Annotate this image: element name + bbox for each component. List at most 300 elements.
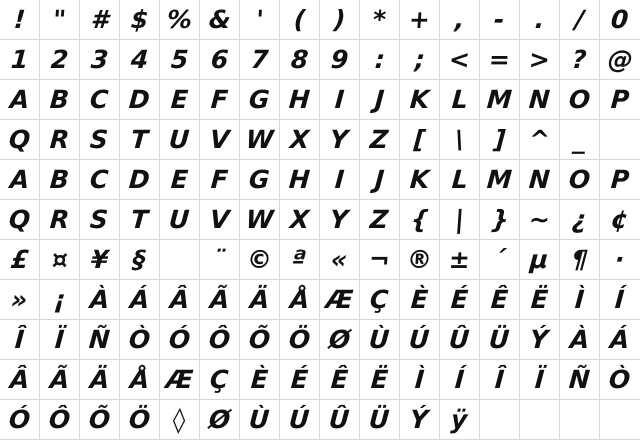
glyph-character: 5 bbox=[169, 45, 190, 74]
glyph-character: } bbox=[489, 205, 510, 234]
glyph-character: W bbox=[244, 125, 275, 154]
glyph-character: G bbox=[248, 165, 271, 194]
glyph-character: % bbox=[165, 5, 194, 34]
glyph-character: E bbox=[169, 85, 190, 114]
glyph-cell[interactable] bbox=[360, 160, 400, 200]
glyph-cell[interactable] bbox=[480, 80, 520, 120]
glyph-cell[interactable] bbox=[520, 280, 560, 320]
glyph-cell[interactable] bbox=[440, 120, 480, 160]
glyph-cell[interactable] bbox=[200, 80, 240, 120]
glyph-character: Å bbox=[128, 365, 151, 394]
glyph-cell[interactable] bbox=[440, 80, 480, 120]
glyph-character: Ë bbox=[369, 365, 390, 394]
glyph-cell[interactable] bbox=[440, 0, 480, 40]
glyph-character: ® bbox=[405, 245, 434, 274]
glyph-cell[interactable] bbox=[240, 360, 280, 400]
glyph-character: Ñ bbox=[568, 365, 591, 394]
glyph-character: 3 bbox=[89, 45, 110, 74]
glyph-cell[interactable] bbox=[240, 0, 280, 40]
glyph-cell[interactable] bbox=[40, 0, 80, 40]
glyph-cell[interactable] bbox=[120, 400, 160, 440]
glyph-cell[interactable] bbox=[120, 200, 160, 240]
glyph-cell[interactable] bbox=[280, 400, 320, 440]
glyph-cell[interactable] bbox=[160, 120, 200, 160]
glyph-cell[interactable] bbox=[280, 360, 320, 400]
glyph-cell[interactable] bbox=[360, 320, 400, 360]
glyph-character: U bbox=[168, 125, 191, 154]
glyph-character: ¡ bbox=[52, 285, 67, 314]
glyph-cell[interactable] bbox=[520, 0, 560, 40]
glyph-cell[interactable] bbox=[120, 320, 160, 360]
glyph-character: B bbox=[48, 165, 71, 194]
glyph-cell[interactable] bbox=[120, 120, 160, 160]
glyph-character: 0 bbox=[610, 5, 630, 34]
glyph-cell[interactable] bbox=[280, 280, 320, 320]
glyph-cell[interactable] bbox=[80, 320, 120, 360]
glyph-character: K bbox=[408, 85, 431, 114]
glyph-character: Î bbox=[493, 365, 506, 394]
glyph-cell[interactable] bbox=[160, 320, 200, 360]
glyph-character: ¤ bbox=[50, 245, 69, 274]
glyph-cell[interactable] bbox=[200, 280, 240, 320]
glyph-cell[interactable] bbox=[80, 360, 120, 400]
glyph-character: Q bbox=[7, 125, 32, 154]
glyph-character: È bbox=[409, 285, 430, 314]
glyph-cell[interactable] bbox=[320, 240, 360, 280]
glyph-cell[interactable] bbox=[320, 360, 360, 400]
glyph-character: C bbox=[89, 85, 110, 114]
glyph-cell[interactable] bbox=[480, 120, 520, 160]
glyph-character: \ bbox=[453, 125, 466, 154]
glyph-cell[interactable] bbox=[600, 200, 640, 240]
glyph-cell[interactable] bbox=[200, 120, 240, 160]
glyph-character: Û bbox=[448, 325, 471, 354]
glyph-cell[interactable] bbox=[360, 80, 400, 120]
glyph-character: ¿ bbox=[571, 205, 588, 234]
glyph-cell[interactable] bbox=[160, 400, 200, 440]
glyph-character: Ù bbox=[368, 325, 391, 354]
glyph-cell[interactable] bbox=[240, 240, 280, 280]
glyph-cell[interactable] bbox=[40, 320, 80, 360]
glyph-cell[interactable] bbox=[0, 40, 40, 80]
glyph-character: X bbox=[288, 125, 311, 154]
glyph-character: Æ bbox=[324, 285, 355, 314]
glyph-character: ¨ bbox=[212, 245, 227, 274]
glyph-cell[interactable] bbox=[200, 360, 240, 400]
glyph-character: « bbox=[330, 245, 349, 274]
glyph-cell[interactable] bbox=[600, 0, 640, 40]
glyph-cell[interactable] bbox=[480, 200, 520, 240]
glyph-character: _ bbox=[572, 125, 587, 154]
glyph-cell[interactable] bbox=[160, 360, 200, 400]
glyph-cell[interactable] bbox=[440, 320, 480, 360]
glyph-cell[interactable] bbox=[560, 280, 600, 320]
glyph-cell[interactable] bbox=[560, 320, 600, 360]
glyph-cell[interactable] bbox=[0, 120, 40, 160]
glyph-cell[interactable] bbox=[40, 80, 80, 120]
glyph-cell[interactable] bbox=[360, 120, 400, 160]
glyph-character: M bbox=[486, 165, 513, 194]
glyph-character: H bbox=[288, 165, 311, 194]
glyph-character: A bbox=[8, 165, 31, 194]
glyph-cell[interactable] bbox=[200, 40, 240, 80]
glyph-cell[interactable] bbox=[160, 160, 200, 200]
glyph-cell[interactable] bbox=[200, 200, 240, 240]
glyph-character: · bbox=[614, 245, 626, 274]
glyph-cell[interactable] bbox=[200, 320, 240, 360]
glyph-cell[interactable] bbox=[0, 360, 40, 400]
glyph-cell[interactable] bbox=[480, 40, 520, 80]
glyph-character: E bbox=[169, 165, 190, 194]
glyph-cell[interactable] bbox=[0, 160, 40, 200]
glyph-character: µ bbox=[529, 245, 550, 274]
glyph-character: V bbox=[208, 125, 231, 154]
glyph-cell[interactable] bbox=[0, 400, 40, 440]
glyph-cell[interactable] bbox=[0, 0, 40, 40]
glyph-cell[interactable] bbox=[520, 160, 560, 200]
glyph-character: ¥ bbox=[89, 245, 110, 274]
glyph-cell[interactable] bbox=[80, 120, 120, 160]
glyph-character: Ê bbox=[489, 285, 510, 314]
glyph-cell[interactable] bbox=[400, 280, 440, 320]
glyph-cell[interactable] bbox=[600, 360, 640, 400]
glyph-cell[interactable] bbox=[160, 40, 200, 80]
glyph-character: U bbox=[168, 205, 191, 234]
glyph-cell[interactable] bbox=[80, 280, 120, 320]
glyph-cell[interactable] bbox=[200, 160, 240, 200]
glyph-character: Á bbox=[128, 285, 151, 314]
glyph-character: - bbox=[493, 5, 506, 34]
glyph-cell[interactable] bbox=[40, 120, 80, 160]
glyph-cell[interactable] bbox=[360, 40, 400, 80]
glyph-cell[interactable] bbox=[0, 240, 40, 280]
glyph-cell[interactable] bbox=[480, 0, 520, 40]
glyph-cell[interactable] bbox=[120, 40, 160, 80]
glyph-character: § bbox=[132, 245, 147, 274]
glyph-character: Å bbox=[288, 285, 311, 314]
glyph-character: 4 bbox=[129, 45, 150, 74]
glyph-character: Ì bbox=[573, 285, 586, 314]
glyph-cell[interactable] bbox=[320, 320, 360, 360]
glyph-cell[interactable] bbox=[40, 280, 80, 320]
glyph-cell[interactable] bbox=[560, 160, 600, 200]
glyph-character: . bbox=[533, 5, 546, 34]
glyph-character: Õ bbox=[87, 405, 112, 434]
glyph-character: ' bbox=[254, 5, 265, 34]
glyph-character: Ü bbox=[368, 405, 391, 434]
glyph-cell[interactable] bbox=[560, 200, 600, 240]
glyph-cell[interactable] bbox=[160, 80, 200, 120]
glyph-cell[interactable] bbox=[600, 240, 640, 280]
glyph-character: Ò bbox=[608, 365, 632, 394]
glyph-cell[interactable] bbox=[400, 80, 440, 120]
glyph-character: " bbox=[51, 5, 68, 34]
glyph-cell[interactable] bbox=[520, 360, 560, 400]
glyph-cell[interactable] bbox=[240, 40, 280, 80]
glyph-character: Z bbox=[369, 125, 390, 154]
glyph-cell[interactable] bbox=[520, 40, 560, 80]
glyph-character: D bbox=[128, 165, 151, 194]
glyph-cell[interactable] bbox=[80, 40, 120, 80]
glyph-cell[interactable] bbox=[200, 0, 240, 40]
glyph-cell[interactable] bbox=[320, 120, 360, 160]
glyph-character: Ý bbox=[409, 405, 430, 434]
glyph-cell[interactable] bbox=[560, 120, 600, 160]
glyph-character: Ô bbox=[207, 325, 232, 354]
glyph-cell[interactable] bbox=[480, 240, 520, 280]
glyph-cell[interactable] bbox=[200, 240, 240, 280]
glyph-character: V bbox=[208, 205, 231, 234]
glyph-cell[interactable] bbox=[360, 400, 400, 440]
glyph-character: Ó bbox=[167, 325, 192, 354]
glyph-character: J bbox=[373, 165, 386, 194]
glyph-character: W bbox=[244, 205, 275, 234]
glyph-cell[interactable] bbox=[600, 400, 640, 440]
glyph-cell[interactable] bbox=[160, 240, 200, 280]
glyph-cell[interactable] bbox=[40, 360, 80, 400]
glyph-cell[interactable] bbox=[320, 40, 360, 80]
glyph-cell[interactable] bbox=[240, 80, 280, 120]
glyph-character: ! bbox=[12, 5, 27, 34]
glyph-character: Ì bbox=[413, 365, 426, 394]
glyph-cell[interactable] bbox=[560, 40, 600, 80]
glyph-character: T bbox=[129, 205, 150, 234]
glyph-character: B bbox=[48, 85, 71, 114]
glyph-cell[interactable] bbox=[40, 160, 80, 200]
glyph-character: / bbox=[573, 5, 586, 34]
glyph-cell[interactable] bbox=[520, 240, 560, 280]
glyph-character: F bbox=[209, 85, 230, 114]
glyph-character: Ä bbox=[248, 285, 271, 314]
glyph-cell[interactable] bbox=[520, 320, 560, 360]
glyph-cell[interactable] bbox=[520, 200, 560, 240]
glyph-character: Ç bbox=[369, 285, 390, 314]
glyph-cell[interactable] bbox=[280, 120, 320, 160]
glyph-character: S bbox=[89, 125, 110, 154]
glyph-cell[interactable] bbox=[440, 400, 480, 440]
glyph-cell[interactable] bbox=[160, 200, 200, 240]
glyph-character: Õ bbox=[247, 325, 272, 354]
glyph-cell[interactable] bbox=[320, 80, 360, 120]
glyph-cell[interactable] bbox=[480, 360, 520, 400]
glyph-cell[interactable] bbox=[440, 360, 480, 400]
glyph-cell[interactable] bbox=[400, 160, 440, 200]
glyph-character: Î bbox=[13, 325, 26, 354]
glyph-cell[interactable] bbox=[240, 160, 280, 200]
glyph-character: ] bbox=[492, 125, 507, 154]
glyph-cell[interactable] bbox=[40, 240, 80, 280]
glyph-character: Û bbox=[328, 405, 351, 434]
glyph-cell[interactable] bbox=[560, 240, 600, 280]
glyph-cell[interactable] bbox=[440, 160, 480, 200]
glyph-character: Ä bbox=[88, 365, 111, 394]
glyph-cell[interactable] bbox=[520, 120, 560, 160]
glyph-character: Ô bbox=[47, 405, 72, 434]
glyph-cell[interactable] bbox=[320, 400, 360, 440]
glyph-cell[interactable] bbox=[440, 240, 480, 280]
glyph-cell[interactable] bbox=[600, 280, 640, 320]
glyph-character: 8 bbox=[289, 45, 310, 74]
glyph-character: Ê bbox=[329, 365, 350, 394]
glyph-cell[interactable] bbox=[240, 280, 280, 320]
glyph-cell[interactable] bbox=[280, 200, 320, 240]
glyph-cell[interactable] bbox=[280, 160, 320, 200]
glyph-character: F bbox=[209, 165, 230, 194]
glyph-cell[interactable] bbox=[80, 200, 120, 240]
glyph-cell[interactable] bbox=[0, 80, 40, 120]
glyph-cell[interactable] bbox=[40, 200, 80, 240]
glyph-character: > bbox=[528, 45, 551, 74]
glyph-cell[interactable] bbox=[440, 200, 480, 240]
glyph-character: É bbox=[289, 365, 310, 394]
glyph-character: C bbox=[89, 165, 110, 194]
glyph-cell[interactable] bbox=[40, 400, 80, 440]
glyph-cell[interactable] bbox=[480, 280, 520, 320]
glyph-character: = bbox=[488, 45, 511, 74]
glyph-character: , bbox=[453, 5, 466, 34]
glyph-cell[interactable] bbox=[400, 240, 440, 280]
glyph-cell[interactable] bbox=[80, 160, 120, 200]
glyph-cell[interactable] bbox=[320, 0, 360, 40]
glyph-character: ^ bbox=[528, 125, 551, 154]
glyph-character: I bbox=[333, 85, 346, 114]
glyph-character: N bbox=[528, 165, 551, 194]
glyph-character: 2 bbox=[49, 45, 70, 74]
glyph-cell[interactable] bbox=[0, 320, 40, 360]
glyph-cell[interactable] bbox=[120, 280, 160, 320]
glyph-cell[interactable] bbox=[360, 200, 400, 240]
glyph-character: L bbox=[450, 165, 469, 194]
glyph-character: | bbox=[453, 205, 466, 234]
glyph-cell[interactable] bbox=[120, 360, 160, 400]
glyph-cell[interactable] bbox=[400, 320, 440, 360]
glyph-cell[interactable] bbox=[80, 0, 120, 40]
glyph-cell[interactable] bbox=[560, 360, 600, 400]
glyph-cell[interactable] bbox=[400, 400, 440, 440]
glyph-cell[interactable] bbox=[600, 120, 640, 160]
glyph-cell[interactable] bbox=[120, 0, 160, 40]
glyph-character: $ bbox=[129, 5, 150, 34]
glyph-character: P bbox=[609, 85, 631, 114]
glyph-cell[interactable] bbox=[520, 80, 560, 120]
glyph-character: Ü bbox=[488, 325, 511, 354]
glyph-cell[interactable] bbox=[600, 40, 640, 80]
glyph-character: ) bbox=[332, 5, 347, 34]
glyph-cell[interactable] bbox=[480, 400, 520, 440]
glyph-cell[interactable] bbox=[520, 400, 560, 440]
glyph-character: # bbox=[89, 5, 110, 34]
glyph-cell[interactable] bbox=[360, 360, 400, 400]
glyph-cell[interactable] bbox=[120, 160, 160, 200]
glyph-character: Ø bbox=[327, 325, 352, 354]
glyph-cell[interactable] bbox=[400, 0, 440, 40]
glyph-cell[interactable] bbox=[80, 240, 120, 280]
glyph-cell[interactable] bbox=[120, 240, 160, 280]
glyph-character: ´ bbox=[492, 245, 507, 274]
glyph-character: X bbox=[288, 205, 311, 234]
glyph-character: Ú bbox=[408, 325, 431, 354]
glyph-character: S bbox=[89, 205, 110, 234]
glyph-character: Q bbox=[7, 205, 32, 234]
glyph-character: » bbox=[10, 285, 29, 314]
glyph-cell[interactable] bbox=[600, 80, 640, 120]
glyph-cell[interactable] bbox=[200, 400, 240, 440]
glyph-cell[interactable] bbox=[320, 280, 360, 320]
glyph-cell[interactable] bbox=[400, 200, 440, 240]
glyph-cell[interactable] bbox=[360, 280, 400, 320]
glyph-cell[interactable] bbox=[280, 320, 320, 360]
glyph-character: ¶ bbox=[570, 245, 589, 274]
glyph-character: Ø bbox=[207, 405, 232, 434]
glyph-cell[interactable] bbox=[160, 280, 200, 320]
glyph-cell[interactable] bbox=[400, 360, 440, 400]
glyph-character: N bbox=[528, 85, 551, 114]
glyph-cell[interactable] bbox=[320, 160, 360, 200]
glyph-cell[interactable] bbox=[560, 400, 600, 440]
glyph-cell[interactable] bbox=[240, 320, 280, 360]
glyph-cell[interactable] bbox=[440, 280, 480, 320]
glyph-character: M bbox=[486, 85, 513, 114]
glyph-character: ± bbox=[448, 245, 471, 274]
glyph-character: ÿ bbox=[450, 405, 469, 434]
glyph-cell[interactable] bbox=[600, 320, 640, 360]
glyph-cell[interactable] bbox=[560, 0, 600, 40]
glyph-cell[interactable] bbox=[400, 40, 440, 80]
glyph-cell[interactable] bbox=[440, 40, 480, 80]
glyph-character: [ bbox=[412, 125, 427, 154]
glyph-cell[interactable] bbox=[80, 400, 120, 440]
glyph-character: ¬ bbox=[368, 245, 391, 274]
glyph-cell[interactable] bbox=[0, 280, 40, 320]
glyph-character: H bbox=[288, 85, 311, 114]
glyph-cell[interactable] bbox=[0, 200, 40, 240]
glyph-character: Í bbox=[614, 285, 626, 314]
glyph-character: Á bbox=[609, 325, 631, 354]
glyph-character: K bbox=[408, 165, 431, 194]
glyph-character: À bbox=[88, 285, 111, 314]
glyph-cell[interactable] bbox=[240, 400, 280, 440]
glyph-cell[interactable] bbox=[360, 240, 400, 280]
glyph-cell[interactable] bbox=[280, 80, 320, 120]
glyph-cell[interactable] bbox=[400, 120, 440, 160]
glyph-cell[interactable] bbox=[600, 160, 640, 200]
glyph-character: Ö bbox=[287, 325, 312, 354]
glyph-character: Ú bbox=[288, 405, 311, 434]
glyph-cell[interactable] bbox=[40, 40, 80, 80]
glyph-cell[interactable] bbox=[160, 0, 200, 40]
glyph-cell[interactable] bbox=[280, 0, 320, 40]
glyph-cell[interactable] bbox=[240, 200, 280, 240]
glyph-cell[interactable] bbox=[240, 120, 280, 160]
glyph-character: I bbox=[333, 165, 346, 194]
glyph-cell[interactable] bbox=[360, 0, 400, 40]
glyph-cell[interactable] bbox=[560, 80, 600, 120]
glyph-character: L bbox=[450, 85, 469, 114]
glyph-character: Ë bbox=[529, 285, 550, 314]
glyph-character: Z bbox=[369, 205, 390, 234]
glyph-cell[interactable] bbox=[480, 320, 520, 360]
glyph-cell[interactable] bbox=[120, 80, 160, 120]
glyph-cell[interactable] bbox=[280, 40, 320, 80]
glyph-cell[interactable] bbox=[280, 240, 320, 280]
glyph-cell[interactable] bbox=[480, 160, 520, 200]
glyph-cell[interactable] bbox=[80, 80, 120, 120]
glyph-character: Y bbox=[329, 125, 350, 154]
glyph-cell[interactable] bbox=[320, 200, 360, 240]
glyph-character: Ó bbox=[7, 405, 32, 434]
glyph-character: £ bbox=[9, 245, 30, 274]
glyph-character: { bbox=[409, 205, 430, 234]
